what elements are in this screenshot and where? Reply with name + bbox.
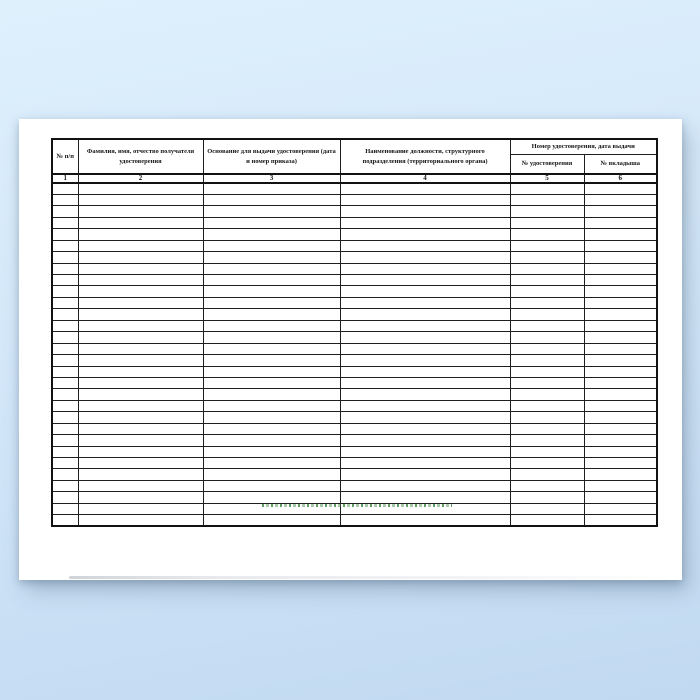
empty-cell bbox=[52, 309, 78, 320]
empty-cell bbox=[78, 492, 203, 503]
empty-cell bbox=[52, 194, 78, 205]
empty-cell bbox=[78, 469, 203, 480]
empty-cell bbox=[78, 412, 203, 423]
empty-cell bbox=[340, 275, 510, 286]
empty-cell bbox=[52, 286, 78, 297]
empty-cell bbox=[510, 229, 584, 240]
empty-cell bbox=[78, 252, 203, 263]
empty-cell bbox=[584, 275, 657, 286]
empty-row bbox=[52, 458, 657, 469]
empty-cell bbox=[510, 458, 584, 469]
empty-cell bbox=[78, 480, 203, 491]
empty-cell bbox=[203, 275, 340, 286]
empty-row bbox=[52, 309, 657, 320]
empty-cell bbox=[510, 217, 584, 228]
empty-row bbox=[52, 469, 657, 480]
empty-cell bbox=[203, 480, 340, 491]
empty-cell bbox=[584, 492, 657, 503]
empty-cell bbox=[52, 275, 78, 286]
empty-row bbox=[52, 343, 657, 354]
empty-row bbox=[52, 217, 657, 228]
empty-cell bbox=[340, 263, 510, 274]
empty-cell bbox=[584, 309, 657, 320]
empty-cell bbox=[340, 332, 510, 343]
empty-cell bbox=[340, 480, 510, 491]
empty-row bbox=[52, 377, 657, 388]
empty-cell bbox=[203, 320, 340, 331]
empty-cell bbox=[203, 446, 340, 457]
empty-cell bbox=[510, 309, 584, 320]
empty-row bbox=[52, 297, 657, 308]
empty-row bbox=[52, 206, 657, 217]
empty-cell bbox=[78, 343, 203, 354]
empty-row bbox=[52, 183, 657, 194]
empty-cell bbox=[203, 252, 340, 263]
empty-cell bbox=[52, 332, 78, 343]
empty-cell bbox=[52, 252, 78, 263]
empty-cell bbox=[340, 435, 510, 446]
col-header-position: Наименование должности, структурного подразделения (территориального органа) bbox=[340, 139, 510, 174]
empty-cell bbox=[340, 377, 510, 388]
empty-cell bbox=[52, 400, 78, 411]
table-body bbox=[52, 183, 657, 526]
empty-cell bbox=[52, 446, 78, 457]
empty-cell bbox=[510, 240, 584, 251]
empty-cell bbox=[584, 423, 657, 434]
empty-cell bbox=[340, 320, 510, 331]
empty-cell bbox=[510, 469, 584, 480]
empty-cell bbox=[584, 332, 657, 343]
empty-cell bbox=[584, 412, 657, 423]
empty-cell bbox=[340, 355, 510, 366]
empty-cell bbox=[78, 400, 203, 411]
empty-cell bbox=[510, 480, 584, 491]
empty-cell bbox=[203, 297, 340, 308]
empty-row bbox=[52, 480, 657, 491]
empty-row bbox=[52, 492, 657, 503]
empty-cell bbox=[78, 297, 203, 308]
empty-cell bbox=[510, 366, 584, 377]
empty-cell bbox=[52, 480, 78, 491]
empty-cell bbox=[510, 377, 584, 388]
empty-cell bbox=[584, 458, 657, 469]
empty-cell bbox=[584, 480, 657, 491]
empty-row bbox=[52, 423, 657, 434]
empty-cell bbox=[340, 286, 510, 297]
register-table bbox=[51, 138, 658, 527]
empty-cell bbox=[78, 377, 203, 388]
empty-cell bbox=[78, 446, 203, 457]
empty-cell bbox=[52, 389, 78, 400]
empty-cell bbox=[510, 275, 584, 286]
empty-cell bbox=[78, 503, 203, 514]
empty-row bbox=[52, 515, 657, 526]
empty-row bbox=[52, 355, 657, 366]
empty-cell bbox=[340, 366, 510, 377]
empty-cell bbox=[584, 217, 657, 228]
empty-cell bbox=[52, 206, 78, 217]
empty-cell bbox=[510, 320, 584, 331]
empty-cell bbox=[203, 458, 340, 469]
empty-cell bbox=[340, 240, 510, 251]
empty-cell bbox=[584, 389, 657, 400]
column-number: 2 bbox=[78, 174, 203, 183]
header-row-top bbox=[52, 139, 657, 154]
column-number: 6 bbox=[584, 174, 657, 183]
empty-cell bbox=[510, 423, 584, 434]
empty-cell bbox=[584, 343, 657, 354]
empty-cell bbox=[510, 503, 584, 514]
empty-cell bbox=[510, 263, 584, 274]
empty-row bbox=[52, 366, 657, 377]
empty-cell bbox=[203, 229, 340, 240]
empty-cell bbox=[203, 355, 340, 366]
empty-row bbox=[52, 275, 657, 286]
empty-row bbox=[52, 320, 657, 331]
empty-cell bbox=[203, 515, 340, 526]
empty-cell bbox=[584, 229, 657, 240]
empty-row bbox=[52, 435, 657, 446]
empty-cell bbox=[78, 423, 203, 434]
empty-cell bbox=[340, 412, 510, 423]
column-number: 3 bbox=[203, 174, 340, 183]
empty-cell bbox=[203, 194, 340, 205]
empty-cell bbox=[203, 206, 340, 217]
empty-cell bbox=[78, 229, 203, 240]
empty-row bbox=[52, 332, 657, 343]
empty-cell bbox=[78, 435, 203, 446]
empty-row bbox=[52, 229, 657, 240]
col-header-fio: Фамилия, имя, отчество получателя удостоверения bbox=[78, 139, 203, 174]
empty-cell bbox=[52, 515, 78, 526]
empty-row bbox=[52, 240, 657, 251]
empty-cell bbox=[203, 400, 340, 411]
empty-cell bbox=[584, 377, 657, 388]
empty-cell bbox=[52, 320, 78, 331]
empty-cell bbox=[584, 286, 657, 297]
empty-cell bbox=[584, 355, 657, 366]
empty-cell bbox=[510, 183, 584, 194]
empty-cell bbox=[510, 515, 584, 526]
col-header-certificate-number: № удостоверения bbox=[510, 154, 584, 174]
document-page bbox=[19, 119, 682, 580]
empty-cell bbox=[78, 240, 203, 251]
empty-cell bbox=[584, 366, 657, 377]
empty-cell bbox=[203, 389, 340, 400]
empty-cell bbox=[78, 206, 203, 217]
empty-cell bbox=[340, 252, 510, 263]
empty-cell bbox=[584, 206, 657, 217]
empty-cell bbox=[78, 389, 203, 400]
empty-cell bbox=[203, 366, 340, 377]
empty-cell bbox=[584, 503, 657, 514]
table-header bbox=[52, 139, 657, 183]
empty-cell bbox=[510, 206, 584, 217]
empty-row bbox=[52, 412, 657, 423]
empty-cell bbox=[52, 297, 78, 308]
empty-cell bbox=[52, 343, 78, 354]
empty-cell bbox=[78, 515, 203, 526]
empty-cell bbox=[510, 355, 584, 366]
empty-row bbox=[52, 389, 657, 400]
empty-cell bbox=[510, 286, 584, 297]
empty-cell bbox=[584, 194, 657, 205]
empty-cell bbox=[584, 469, 657, 480]
empty-cell bbox=[584, 515, 657, 526]
empty-cell bbox=[584, 435, 657, 446]
empty-cell bbox=[340, 515, 510, 526]
empty-cell bbox=[510, 297, 584, 308]
empty-cell bbox=[340, 229, 510, 240]
empty-cell bbox=[510, 400, 584, 411]
col-header-npp: № п/п bbox=[52, 139, 78, 174]
empty-cell bbox=[584, 400, 657, 411]
empty-cell bbox=[510, 343, 584, 354]
empty-cell bbox=[340, 423, 510, 434]
empty-cell bbox=[78, 366, 203, 377]
empty-cell bbox=[340, 446, 510, 457]
empty-cell bbox=[52, 458, 78, 469]
empty-cell bbox=[52, 469, 78, 480]
empty-cell bbox=[203, 240, 340, 251]
empty-cell bbox=[52, 217, 78, 228]
empty-row bbox=[52, 263, 657, 274]
empty-cell bbox=[340, 297, 510, 308]
empty-cell bbox=[78, 332, 203, 343]
empty-cell bbox=[78, 217, 203, 228]
empty-cell bbox=[203, 309, 340, 320]
empty-cell bbox=[203, 435, 340, 446]
empty-row bbox=[52, 252, 657, 263]
empty-cell bbox=[78, 355, 203, 366]
empty-cell bbox=[52, 240, 78, 251]
empty-cell bbox=[340, 206, 510, 217]
watermark bbox=[262, 504, 452, 507]
empty-cell bbox=[52, 492, 78, 503]
empty-cell bbox=[340, 343, 510, 354]
column-number: 5 bbox=[510, 174, 584, 183]
empty-cell bbox=[510, 194, 584, 205]
empty-cell bbox=[78, 275, 203, 286]
empty-cell bbox=[203, 183, 340, 194]
empty-cell bbox=[203, 343, 340, 354]
empty-cell bbox=[340, 309, 510, 320]
empty-cell bbox=[203, 377, 340, 388]
empty-cell bbox=[52, 377, 78, 388]
column-number-row bbox=[52, 174, 657, 183]
empty-cell bbox=[340, 492, 510, 503]
empty-cell bbox=[78, 183, 203, 194]
empty-cell bbox=[203, 492, 340, 503]
empty-cell bbox=[510, 332, 584, 343]
empty-cell bbox=[340, 458, 510, 469]
empty-cell bbox=[52, 412, 78, 423]
empty-cell bbox=[52, 229, 78, 240]
empty-cell bbox=[203, 469, 340, 480]
empty-cell bbox=[52, 355, 78, 366]
empty-row bbox=[52, 446, 657, 457]
column-number: 1 bbox=[52, 174, 78, 183]
empty-cell bbox=[510, 412, 584, 423]
col-header-basis: Основание для выдачи удостоверения (дата и номер приказа) bbox=[203, 139, 340, 174]
col-header-insert-number: № вкладыша bbox=[584, 154, 657, 174]
empty-cell bbox=[510, 435, 584, 446]
empty-cell bbox=[584, 320, 657, 331]
empty-cell bbox=[78, 194, 203, 205]
empty-cell bbox=[203, 217, 340, 228]
empty-cell bbox=[340, 389, 510, 400]
empty-cell bbox=[52, 503, 78, 514]
empty-cell bbox=[510, 389, 584, 400]
empty-cell bbox=[52, 366, 78, 377]
empty-cell bbox=[78, 309, 203, 320]
empty-cell bbox=[52, 263, 78, 274]
empty-cell bbox=[52, 423, 78, 434]
empty-cell bbox=[203, 263, 340, 274]
empty-cell bbox=[52, 183, 78, 194]
col-group-header-certificate: Номер удостоверения, дата выдачи bbox=[510, 139, 657, 154]
empty-row bbox=[52, 286, 657, 297]
empty-cell bbox=[510, 252, 584, 263]
empty-cell bbox=[203, 332, 340, 343]
empty-cell bbox=[510, 492, 584, 503]
empty-cell bbox=[584, 252, 657, 263]
empty-cell bbox=[340, 217, 510, 228]
empty-cell bbox=[340, 194, 510, 205]
empty-cell bbox=[584, 263, 657, 274]
empty-cell bbox=[203, 286, 340, 297]
empty-row bbox=[52, 194, 657, 205]
empty-cell bbox=[584, 183, 657, 194]
empty-cell bbox=[203, 412, 340, 423]
column-number: 4 bbox=[340, 174, 510, 183]
empty-cell bbox=[584, 240, 657, 251]
empty-cell bbox=[78, 263, 203, 274]
empty-cell bbox=[340, 183, 510, 194]
empty-row bbox=[52, 400, 657, 411]
empty-cell bbox=[340, 469, 510, 480]
empty-cell bbox=[510, 446, 584, 457]
empty-cell bbox=[203, 423, 340, 434]
empty-cell bbox=[78, 458, 203, 469]
empty-cell bbox=[340, 400, 510, 411]
empty-cell bbox=[584, 297, 657, 308]
empty-cell bbox=[584, 446, 657, 457]
empty-cell bbox=[78, 320, 203, 331]
empty-cell bbox=[52, 435, 78, 446]
empty-cell bbox=[78, 286, 203, 297]
